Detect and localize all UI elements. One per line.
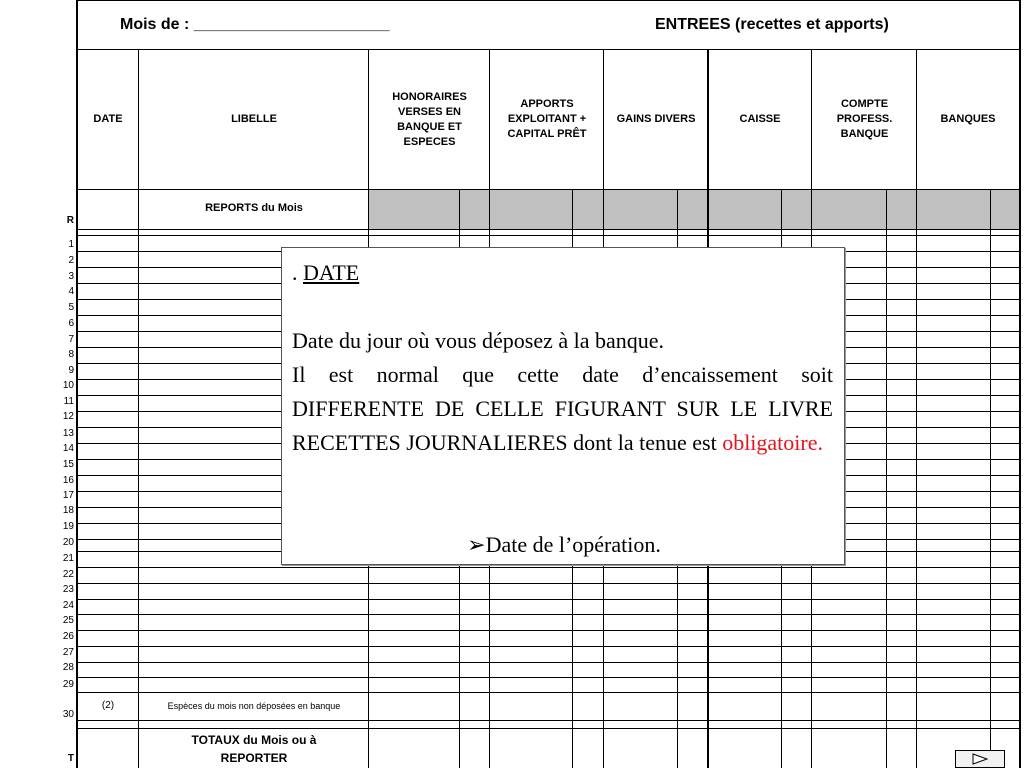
next-slide-button[interactable]	[955, 750, 1005, 768]
column-header-compte-profess: COMPTE PROFESS. BANQUE	[836, 98, 893, 140]
row-number: 11	[63, 396, 74, 407]
row-number: 13	[62, 428, 74, 439]
month-label: Mois de : ______________________	[120, 16, 390, 33]
row-number: 12	[62, 411, 74, 422]
row-number: 14	[62, 443, 74, 454]
row-number: 20	[62, 537, 74, 548]
column-header-gains-divers: GAINS DIVERS	[616, 113, 696, 125]
popup-line-2	[292, 358, 833, 460]
totals-label: TOTAUX du Mois ou à REPORTER	[191, 733, 317, 765]
row-line	[76, 720, 1021, 721]
subcolumn-line	[990, 190, 991, 768]
row-line	[76, 599, 1021, 600]
row30-label: Espèces du mois non déposées en banque	[167, 701, 341, 711]
frame-top	[76, 0, 1021, 1]
row-line	[76, 583, 1021, 584]
row-number: 2	[68, 255, 74, 266]
row-number: 4	[68, 286, 74, 297]
row-line	[76, 614, 1021, 615]
row-number: 29	[62, 679, 74, 690]
row-number: 27	[62, 647, 74, 658]
play-right-icon	[971, 753, 989, 765]
row-number: 10	[62, 380, 74, 391]
column-header-apports: APPORTS EXPLOITANT + CAPITAL PRÊT	[507, 98, 587, 140]
popup-bullet-text: Date de l’opération.	[485, 532, 661, 557]
row-number: 28	[62, 662, 74, 673]
row-number: 22	[62, 569, 74, 580]
date-info-popup	[281, 247, 845, 565]
popup-line-1: Date du jour où vous déposez à la banque.	[292, 328, 665, 353]
row-line	[76, 630, 1021, 631]
row-line	[76, 646, 1021, 647]
column-header-date: DATE	[93, 113, 123, 125]
row-line	[76, 662, 1021, 663]
row-number: 15	[62, 459, 74, 470]
row30-code: (2)	[101, 700, 115, 711]
popup-title-text: DATE	[303, 260, 360, 285]
row-line	[76, 677, 1021, 678]
row-line	[76, 229, 1021, 230]
popup-obligatoire: obligatoire.	[722, 430, 823, 455]
popup-line-2-text: Il est normal que cette date d’encaissement soit DIFFERENTE DE CELLE FIGURANT SUR LE LIVRE RECETTES JOURNALIERES dont la tenue est	[292, 362, 833, 455]
subcolumn-line	[886, 190, 887, 768]
row-number: 23	[62, 584, 74, 595]
reports-label: REPORTS du Mois	[205, 202, 303, 214]
row-code-reports: R	[66, 215, 74, 226]
row-number: 5	[68, 302, 74, 313]
column-header-caisse: CAISSE	[739, 113, 781, 125]
row-number: 9	[68, 365, 74, 376]
entrees-title: ENTREES (recettes et apports)	[655, 16, 889, 33]
row-line	[76, 235, 1021, 236]
row-line	[76, 728, 1021, 729]
popup-body	[292, 324, 833, 460]
frame-right	[1019, 0, 1021, 768]
column-header-libelle: LIBELLE	[231, 113, 277, 125]
column-header-honoraires: HONORAIRES VERSES EN BANQUE ET ESPECES	[392, 90, 467, 148]
row-number-30: 30	[62, 709, 74, 720]
row-number: 1	[68, 239, 74, 250]
row-number: 17	[62, 490, 74, 501]
column-header-banques: BANQUES	[940, 113, 996, 125]
row-line	[76, 692, 1021, 693]
row-number: 16	[62, 475, 74, 486]
arrow-bullet-icon: ➢	[467, 532, 486, 557]
row-number: 25	[62, 615, 74, 626]
row-number: 18	[62, 505, 74, 516]
row-number: 3	[68, 271, 74, 282]
popup-title	[292, 256, 359, 290]
row-number: 26	[62, 631, 74, 642]
row-number: 6	[68, 318, 74, 329]
row-number: 24	[62, 600, 74, 611]
popup-bullet	[282, 528, 846, 562]
reports-shaded-cell	[369, 190, 1020, 229]
row-number: 21	[62, 553, 74, 564]
row-number: 8	[68, 349, 74, 360]
column-header-bottom-line	[76, 189, 1021, 190]
popup-title-prefix: .	[292, 260, 303, 285]
row-number: 19	[62, 521, 74, 532]
row-number: 7	[68, 334, 74, 345]
row-code-totals: T	[67, 753, 74, 764]
row-line	[76, 567, 1021, 568]
